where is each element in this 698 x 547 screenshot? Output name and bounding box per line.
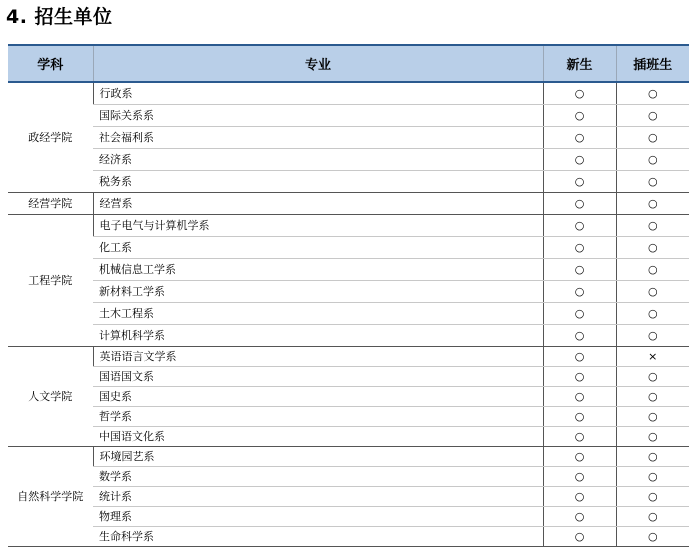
major-cell: 国语国文系 [93,367,543,387]
table-row [8,487,689,507]
freshman-mark: ○ [543,347,616,367]
table-row [8,387,689,407]
table-row [8,171,689,193]
table-row [8,82,689,105]
college-cell: 政经学院 [8,82,93,193]
major-cell: 社会福利系 [93,127,543,149]
freshman-mark: ○ [543,303,616,325]
table-row [8,149,689,171]
college-cell: 自然科学学院 [8,447,93,547]
major-cell: 中国语文化系 [93,427,543,447]
table-header-row [8,45,689,82]
transfer-mark: ○ [616,171,689,193]
freshman-mark: ○ [543,325,616,347]
table-row [8,527,689,547]
transfer-mark: ○ [616,281,689,303]
table-row [8,467,689,487]
freshman-mark: ○ [543,237,616,259]
freshman-mark: ○ [543,407,616,427]
major-cell: 土木工程系 [93,303,543,325]
header-freshman: 新生 [543,45,616,82]
transfer-mark: ○ [616,367,689,387]
table-row [8,105,689,127]
header-major: 专业 [93,45,543,82]
table-row [8,259,689,281]
college-cell: 经营学院 [8,193,93,215]
freshman-mark: ○ [543,149,616,171]
table-body [8,82,689,547]
table-row [8,281,689,303]
transfer-mark: ○ [616,127,689,149]
table-row [8,407,689,427]
freshman-mark: ○ [543,127,616,149]
transfer-mark: ○ [616,507,689,527]
transfer-mark: ○ [616,325,689,347]
college-cell: 工程学院 [8,215,93,347]
transfer-mark: ○ [616,527,689,547]
table-row [8,127,689,149]
header-college: 学科 [8,45,93,82]
transfer-mark: ○ [616,407,689,427]
major-cell: 英语语言文学系 [93,347,543,367]
major-cell: 税务系 [93,171,543,193]
major-cell: 物理系 [93,507,543,527]
major-cell: 电子电气与计算机学系 [93,215,543,237]
freshman-mark: ○ [543,171,616,193]
major-cell: 经济系 [93,149,543,171]
table-row [8,447,689,467]
transfer-mark: ○ [616,82,689,105]
freshman-mark: ○ [543,105,616,127]
admission-units-table [8,44,689,547]
table-row [8,427,689,447]
major-cell: 国史系 [93,387,543,407]
major-cell: 经营系 [93,193,543,215]
freshman-mark: ○ [543,507,616,527]
major-cell: 行政系 [93,82,543,105]
table-row [8,347,689,367]
transfer-mark: ○ [616,259,689,281]
transfer-mark: ○ [616,447,689,467]
transfer-mark: ○ [616,149,689,171]
major-cell: 环境园艺系 [93,447,543,467]
transfer-mark: ○ [616,487,689,507]
freshman-mark: ○ [543,487,616,507]
freshman-mark: ○ [543,82,616,105]
freshman-mark: ○ [543,193,616,215]
transfer-mark: ○ [616,467,689,487]
table-row [8,367,689,387]
transfer-mark: ○ [616,105,689,127]
major-cell: 生命科学系 [93,527,543,547]
major-cell: 国际关系系 [93,105,543,127]
transfer-mark: ○ [616,303,689,325]
section-title: 4. 招生单位 [6,6,113,28]
freshman-mark: ○ [543,259,616,281]
freshman-mark: ○ [543,281,616,303]
freshman-mark: ○ [543,467,616,487]
major-cell: 新材料工学系 [93,281,543,303]
major-cell: 化工系 [93,237,543,259]
transfer-mark: × [616,347,689,367]
transfer-mark: ○ [616,237,689,259]
freshman-mark: ○ [543,447,616,467]
transfer-mark: ○ [616,215,689,237]
major-cell: 统计系 [93,487,543,507]
freshman-mark: ○ [543,387,616,407]
freshman-mark: ○ [543,367,616,387]
table-row [8,215,689,237]
major-cell: 计算机科学系 [93,325,543,347]
freshman-mark: ○ [543,215,616,237]
table-row [8,325,689,347]
major-cell: 机械信息工学系 [93,259,543,281]
table-row [8,237,689,259]
header-transfer: 插班生 [616,45,689,82]
college-cell: 人文学院 [8,347,93,447]
table-row [8,193,689,215]
table-row [8,507,689,527]
major-cell: 数学系 [93,467,543,487]
freshman-mark: ○ [543,527,616,547]
table-row [8,303,689,325]
transfer-mark: ○ [616,193,689,215]
transfer-mark: ○ [616,427,689,447]
freshman-mark: ○ [543,427,616,447]
transfer-mark: ○ [616,387,689,407]
major-cell: 哲学系 [93,407,543,427]
